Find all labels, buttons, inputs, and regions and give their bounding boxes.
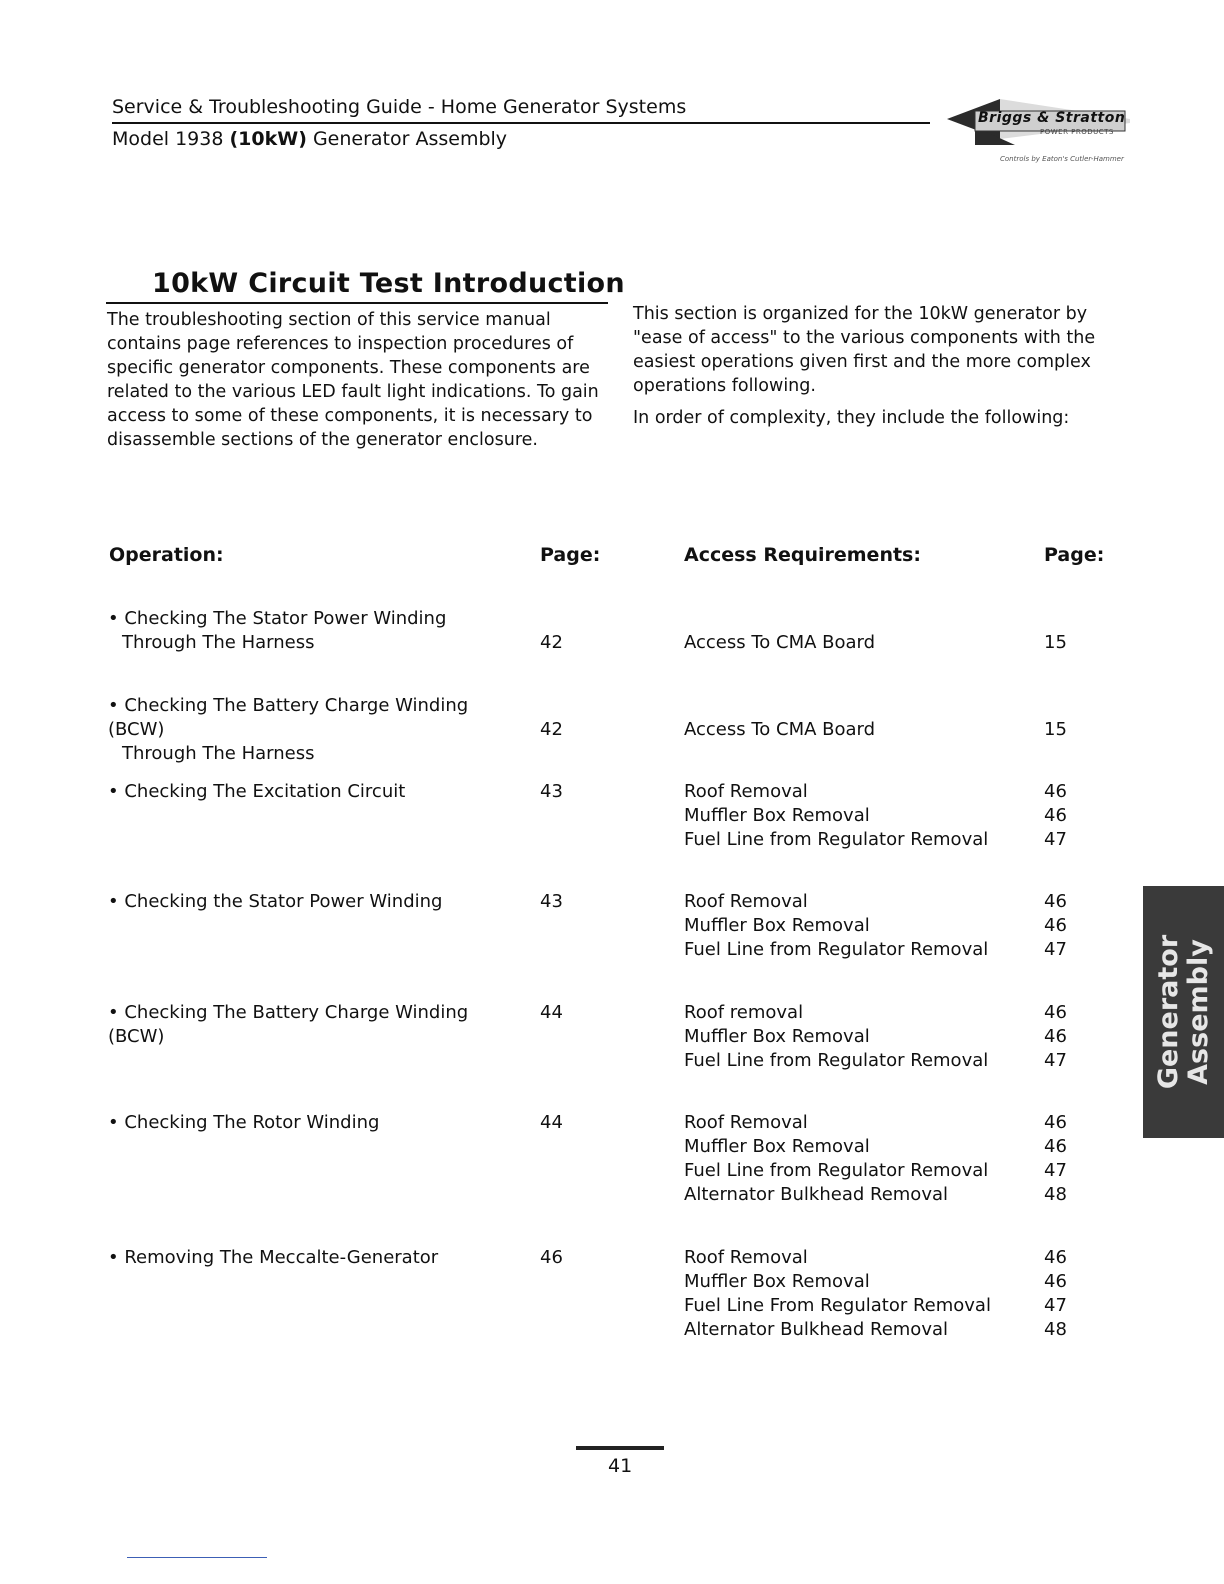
model-kw: (10kW) [229, 128, 307, 150]
access-item: Fuel Line from Regulator Removal [684, 1050, 989, 1071]
operation-line: • Checking The Battery Charge Winding (BCW) [108, 695, 469, 740]
access-page-cell [1044, 1001, 1067, 1073]
access-page: 15 [1044, 719, 1067, 740]
access-page-cell [1044, 890, 1067, 962]
access-cell [684, 631, 1024, 655]
access-cell [684, 890, 1024, 962]
operation-cell [108, 1246, 528, 1270]
access-item: Alternator Bulkhead Removal [684, 1319, 949, 1340]
access-page: 46 [1044, 915, 1067, 936]
access-page: 46 [1044, 781, 1067, 802]
access-cell [684, 1001, 1024, 1073]
operation-cell [108, 607, 528, 655]
operation-page: 43 [540, 891, 563, 912]
footer-line [127, 1557, 267, 1558]
access-item: Fuel Line from Regulator Removal [684, 939, 989, 960]
access-item: Fuel Line From Regulator Removal [684, 1295, 991, 1316]
access-item: Muffler Box Removal [684, 1136, 870, 1157]
access-item: Muffler Box Removal [684, 915, 870, 936]
access-page-cell [1044, 1111, 1067, 1207]
model-prefix: Model 1938 [112, 128, 224, 150]
access-page: 46 [1044, 1271, 1067, 1292]
page-number-bar [576, 1446, 664, 1450]
access-page: 15 [1044, 632, 1067, 653]
access-item: Muffler Box Removal [684, 805, 870, 826]
access-page: 47 [1044, 1295, 1067, 1316]
access-item: Access To CMA Board [684, 719, 876, 740]
page-number: 41 [608, 1455, 633, 1477]
header-access-requirements: Access Requirements: [684, 544, 921, 566]
operation-line: • Checking The Stator Power Winding [108, 608, 447, 629]
access-cell [684, 1111, 1024, 1207]
logo-tagline: Controls by Eaton's Cutler-Hammer [1000, 155, 1124, 163]
operation-page: 43 [540, 781, 563, 802]
header-operation: Operation: [109, 544, 224, 566]
operation-page: 44 [540, 1002, 563, 1023]
access-item: Roof Removal [684, 1112, 808, 1133]
access-item: Roof Removal [684, 1247, 808, 1268]
access-page: 46 [1044, 891, 1067, 912]
logo-subtitle: POWER PRODUCTS [1040, 128, 1114, 136]
operation-line: • Checking the Stator Power Winding [108, 891, 443, 912]
logo-brand: Briggs & Stratton [978, 110, 1126, 126]
operation-cell [108, 694, 528, 766]
operation-line: • Removing The Meccalte-Generator [108, 1247, 439, 1268]
access-page-cell [1044, 780, 1067, 852]
operation-line: • Checking The Rotor Winding [108, 1112, 380, 1133]
access-cell [684, 780, 1024, 852]
access-item: Fuel Line from Regulator Removal [684, 1160, 989, 1181]
access-page-cell [1044, 718, 1067, 742]
operation-page: 46 [540, 1247, 563, 1268]
access-page-cell [1044, 631, 1067, 655]
access-page: 46 [1044, 1112, 1067, 1133]
intro-paragraph-left: The troubleshooting section of this service manual contains page references to inspection procedures of specific generator components. These components are related to the various LED fault light indications. To gain access to some of these components, it is necessary to disassemble sections of the generator enclosure. [107, 310, 599, 450]
access-item: Muffler Box Removal [684, 1271, 870, 1292]
access-cell [684, 1246, 1024, 1342]
operation-page: 44 [540, 1112, 563, 1133]
access-item: Muffler Box Removal [684, 1026, 870, 1047]
access-item: Access To CMA Board [684, 632, 876, 653]
operation-page: 42 [540, 632, 563, 653]
header-rule [112, 122, 930, 124]
access-page: 46 [1044, 1026, 1067, 1047]
operation-cell [108, 780, 528, 804]
intro-right-text-1: This section is organized for the 10kW generator by "ease of access" to the various components with the easiest operations given first and the more complex operations following. [633, 304, 1096, 396]
briggs-stratton-logo [945, 97, 1130, 175]
access-item: Roof Removal [684, 891, 808, 912]
intro-right-text-2: In order of complexity, they include the following: [633, 408, 1070, 428]
access-page: 48 [1044, 1184, 1067, 1205]
operation-page: 42 [540, 719, 563, 740]
section-title: 10kW Circuit Test Introduction [152, 268, 625, 299]
operation-line: Through The Harness [122, 632, 315, 653]
side-tab-line: Generator [1152, 934, 1184, 1090]
access-page: 47 [1044, 1050, 1067, 1071]
access-cell [684, 718, 1024, 742]
access-page: 47 [1044, 939, 1067, 960]
operation-cell [108, 1111, 528, 1135]
access-item: Roof Removal [684, 781, 808, 802]
access-page: 46 [1044, 805, 1067, 826]
section-title-rule [106, 302, 608, 304]
operation-line: • Checking The Battery Charge Winding (BCW) [108, 1002, 469, 1047]
operation-cell [108, 890, 528, 914]
access-item: Alternator Bulkhead Removal [684, 1184, 949, 1205]
access-page: 46 [1044, 1247, 1067, 1268]
access-page: 46 [1044, 1002, 1067, 1023]
access-page-cell [1044, 1246, 1067, 1342]
access-item: Fuel Line from Regulator Removal [684, 829, 989, 850]
access-page: 48 [1044, 1319, 1067, 1340]
side-tab-generator-assembly [1143, 886, 1224, 1138]
side-tab-label [1154, 935, 1214, 1089]
header-page-access: Page: [1044, 544, 1105, 566]
guide-title: Service & Troubleshooting Guide - Home Generator Systems [112, 96, 687, 118]
intro-paragraph-right [633, 302, 1123, 430]
access-page: 46 [1044, 1136, 1067, 1157]
model-suffix: Generator Assembly [312, 128, 508, 150]
model-title [112, 128, 507, 150]
header-page-operation: Page: [540, 544, 601, 566]
access-page: 47 [1044, 829, 1067, 850]
operation-line: • Checking The Excitation Circuit [108, 781, 406, 802]
side-tab-line: Assembly [1182, 939, 1214, 1085]
access-item: Roof removal [684, 1002, 804, 1023]
operation-line: Through The Harness [122, 743, 315, 764]
access-page: 47 [1044, 1160, 1067, 1181]
operation-cell [108, 1001, 528, 1049]
